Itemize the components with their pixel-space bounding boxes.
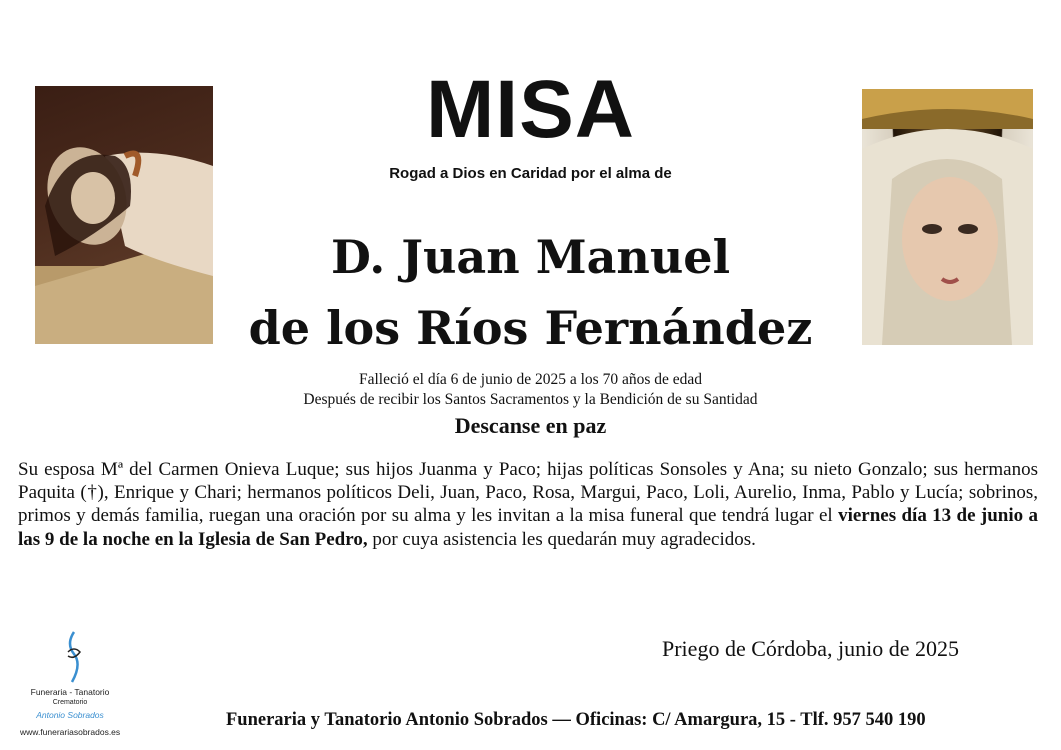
logo-website: www.funerariasobrados.es <box>20 727 121 737</box>
rest-in-peace: Descanse en paz <box>454 413 607 438</box>
announcement-text-start: Su esposa Mª del Carmen Onieva Luque; sus hijos Juanma y Paco; hijas políticas Sonsoles y Ana; su nieto Gonzalo; sus hermanos Paquita (†), Enrique y Chari; hermanos políticos Deli, Juan, Paco, Rosa, Margui, Paco, Loli, Aurelio, Inma, Pablo y Lucía; sobrinos, primos y demás familia, ruegan una oración por su alma y les invitan a la misa funeral que tendrá lugar el <box>18 459 1038 527</box>
logo-line1: Funeraria - Tanatorio <box>30 687 110 697</box>
logo-mark-icon <box>62 630 86 684</box>
deceased-name-line1: D. Juan Manuel <box>330 230 731 284</box>
family-announcement <box>18 458 1038 551</box>
funeral-home-logo <box>20 628 130 743</box>
page-title: MISA <box>426 64 635 155</box>
death-date-text: Falleció el día 6 de junio de 2025 a los 70 años de edad <box>358 371 703 388</box>
logo-line2: Crematorio <box>52 699 88 706</box>
sacraments-text: Después de recibir los Santos Sacramentos y la Bendición de su Santidad <box>303 391 758 408</box>
subtitle: Rogad a Dios en Caridad por el alma de <box>389 165 672 182</box>
logo-line3: Antonio Sobrados <box>36 710 104 720</box>
deceased-name-line2: de los Ríos Fernández <box>248 301 813 355</box>
announcement-text-end: por cuya asistencia les quedarán muy agradecidos. <box>367 528 756 550</box>
announcement-event-details: viernes día 13 de junio a las 9 de la noche en la Iglesia de San Pedro, <box>18 505 1039 550</box>
footer-contact: Funeraria y Tanatorio Antonio Sobrados — Oficinas: C/ Amargura, 15 - Tlf. 957 540 190 <box>226 710 926 730</box>
place-date: Priego de Córdoba, junio de 2025 <box>662 636 959 661</box>
